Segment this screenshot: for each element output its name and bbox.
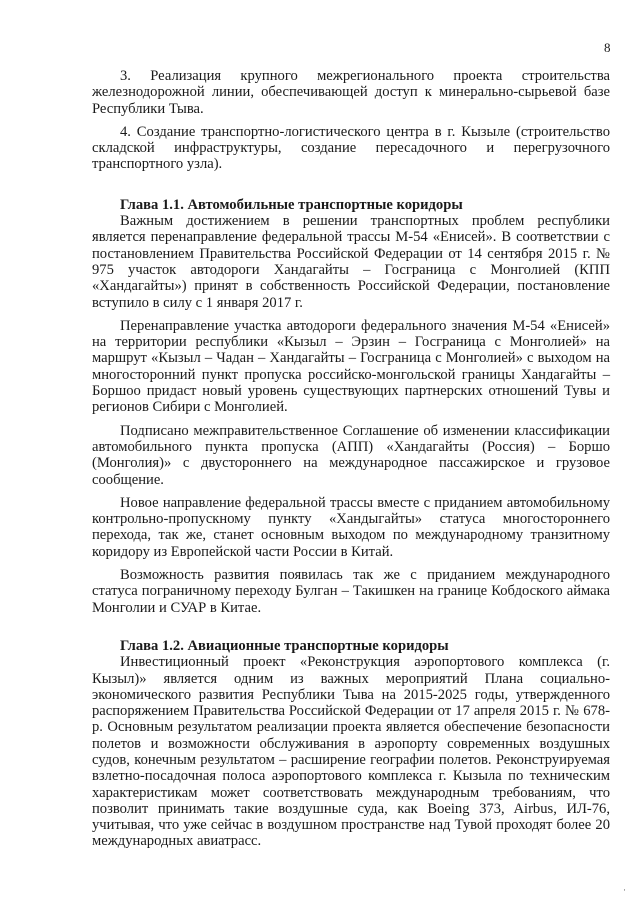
chapter-heading: Глава 1.2. Авиационные транспортные коридоры [120,637,449,654]
list-item: 4. Создание транспортно-логистического центра в г. Кызыле (строительство складской инфраструктуры, создание пересадочного и перегрузочного транспортного узла). [92,123,610,173]
document-body [92,68,610,850]
paragraph: Подписано межправительственное Соглашение об изменении классификации автомобильного пункта пропуска (АПП) «Хандагайты (Россия) – Боршо (Монголия)» с двустороннего на международное пассажирское и грузовое сообщение. [92,422,610,488]
paragraph: Важным достижением в решении транспортных проблем республики является перенаправление федеральной трассы М-54 «Енисей». В соответствии с постановлением Правительства Российской Федерации от 14 сентября 2015 г. № 975 участок автодороги Хандагайты – Госграница с Монголией (КПП «Хандагайты») принят в собственность Российской Федерации, постановление вступило в силу с 1 января 2017 г. [92,213,610,311]
paragraph: Инвестиционный проект «Реконструкция аэропортового комплекса (г. Кызыл)» является одним из важных мероприятий Плана социально-экономического развития Республики Тыва на 2015-2025 годы, утвержденного распоряжением Правительства Российской Федерации от 17 апреля 2015 г. № 678-р. Основным результатом реализации проекта является обеспечение безопасности полетов и возможности обслуживания в аэропорту современных воздушных судов, конечным результатом – расширение географии полетов. Реконструируемая взлетно-посадочная полоса аэропортового комплекса г. Кызыла по техническим характеристикам может соответствовать международным требованиям, что позволит принимать такие воздушные суда, как Boeing 373, Airbus, ИЛ-76, учитывая, что уже сейчас в воздушном пространстве над Тувой проходят более 20 международных авиатрасс. [92,654,610,850]
scan-mark: · [623,885,626,895]
list-item: 3. Реализация крупного межрегионального проекта строительства железнодорожной линии, обеспечивающей доступ к минерально-сырьевой базе Республики Тыва. [92,68,610,117]
paragraph: Новое направление федеральной трассы вместе с приданием автомобильному контрольно-пропускному пункту «Хандыгайты» статуса многостороннего перехода, так же, станет основным выходом по международному транзитному коридору из Европейской части России в Китай. [92,494,610,560]
paragraph: Перенаправление участка автодороги федерального значения М-54 «Енисей» на территории республики «Кызыл – Эрзин – Госграница с Монголией» на маршрут «Кызыл – Чадан – Хандагайты – Госграница с Монголией» с выходом на многосторонний пункт пропуска российско-монгольской границы Хандагайты – Боршоо придаст новый уровень существующих партнерских отношений Тувы и регионов Сибири с Монголией. [92,317,610,416]
paragraph: Возможность развития появилась так же с приданием международного статуса пограничному переходу Булган – Такишкен на границе Кобдоского аймака Монголии и СУАР в Китае. [92,567,610,616]
chapter-heading: Глава 1.1. Автомобильные транспортные коридоры [120,196,463,213]
page-number: 8 [604,40,611,55]
